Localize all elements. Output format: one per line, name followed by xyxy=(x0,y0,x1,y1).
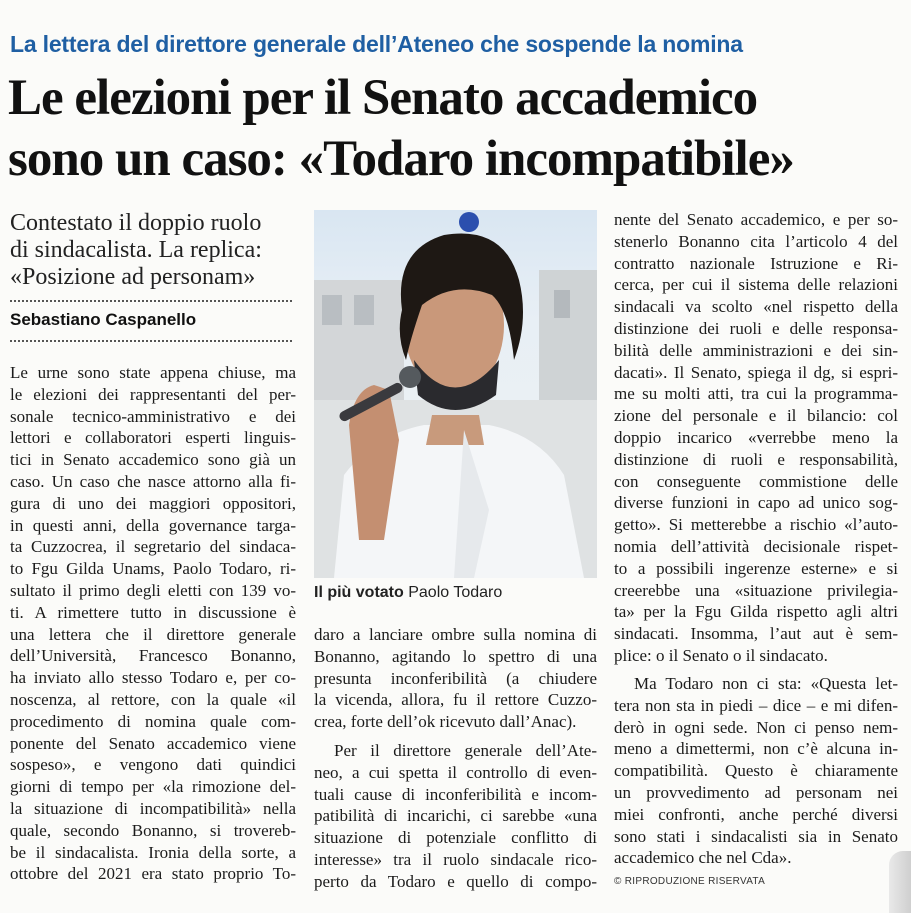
text-line: derò in ogni sede. Non ci penso nem- xyxy=(614,717,898,737)
text-line: sonale tecnico-amministrativo e dei xyxy=(10,406,296,426)
text-line: gura di uno dei maggiori oppositori, xyxy=(10,493,296,513)
text-line: sindacali va scolto «nel rispetto della xyxy=(614,297,898,317)
deck-line: Contestato il doppio ruolo xyxy=(10,210,262,236)
article-column-1 xyxy=(10,362,296,885)
text-line: ottobre del 2021 era stato proprio To- xyxy=(10,864,296,884)
text-line: Ma Todaro non ci sta: «Questa let- xyxy=(634,674,898,693)
text-line: tera non sta in piedi – dice – e mi difen- xyxy=(614,695,898,715)
text-line: stenerlo Bonanno cita l’articolo 4 del xyxy=(614,231,898,251)
deck xyxy=(10,210,300,291)
byline: Sebastiano Caspanello xyxy=(10,310,197,329)
text-line: caso. Un caso che nasce attorno alla fi- xyxy=(10,471,296,491)
text-line: Bonanno, agitando lo spettro di una xyxy=(314,646,597,666)
article-column-2-top xyxy=(314,624,597,733)
text-line: compatibilità. Questo è chiaramente xyxy=(614,761,898,781)
text-line: giorni di tempo per «la rimozione del- xyxy=(10,777,296,797)
text-line: distinzione di ruoli e responsabilità, xyxy=(614,449,898,469)
text-line: la situazione di incompatibilità» nella xyxy=(10,798,296,818)
text-line: creerebbe una «situazione privilegia- xyxy=(614,580,898,600)
text-line: situazione di potenziale conflitto di xyxy=(314,828,597,848)
text-line: Le urne sono state appena chiuse, ma xyxy=(10,363,296,382)
text-line: sono stati i sindacalisti sia in Senato xyxy=(614,826,898,846)
text-line: nente del Senato accademico, e per so- xyxy=(614,210,898,229)
text-line: procedimento di nomina quale com- xyxy=(10,711,296,731)
text-line: perto da Todaro e quello di compo- xyxy=(314,871,597,891)
text-line: ta» per la Fgu Gilda rispetto agli altri xyxy=(614,602,898,622)
headline xyxy=(8,68,903,190)
text-line: plice: o il Senato o il sindacato. xyxy=(614,645,828,665)
text-line: quale, secondo Bonanno, si trovereb- xyxy=(10,820,296,840)
text-line: ta Cuzzocrea, il segretario del sindaca- xyxy=(10,537,296,557)
article-column-2-bottom xyxy=(314,740,597,893)
text-line: tuali cause di inconferibilità e incom- xyxy=(314,784,597,804)
text-line: to Fgu Gilda Unams, Paolo Todaro, ri- xyxy=(10,559,296,579)
text-line: me su molti atti, tra cui la programma- xyxy=(614,384,898,404)
text-line: cerca, per cui il sistema delle relazioni xyxy=(614,275,898,295)
page-fold xyxy=(889,851,911,913)
text-line: ha inviato allo stesso Todaro e, per co- xyxy=(10,668,296,688)
portrait-illustration xyxy=(314,210,597,578)
text-line: dell’Università, Francesco Bonanno, xyxy=(10,646,296,666)
text-line: distinzione dei ruoli e delle responsa- xyxy=(614,318,898,338)
text-line: neo, a cui spetta il controllo di even- xyxy=(314,762,597,782)
photo-paolo-todaro xyxy=(314,210,597,578)
text-line: diverse funzioni in capo ad unico sog- xyxy=(614,493,898,513)
article-column-3-bottom xyxy=(614,673,898,869)
text-line: le elezioni dei rappresentanti del per- xyxy=(10,384,296,404)
text-line: patibilità di incarichi, ci sarebbe «una xyxy=(314,806,597,826)
text-line: un provvedimento ad personam nei xyxy=(614,782,898,802)
caption-name: Paolo Todaro xyxy=(408,584,503,601)
text-line: zione del personale e il bilancio: col xyxy=(614,406,898,426)
text-line: con conseguente commistione delle xyxy=(614,471,898,491)
text-line: bilità delle amministrazioni e dei sin- xyxy=(614,340,898,360)
text-line: ponente del Senato accademico viene xyxy=(10,733,296,753)
kicker: La lettera del direttore generale dell’Ateneo che sospende la nomina xyxy=(10,31,743,57)
text-line: daro a lanciare ombre sulla nomina di xyxy=(314,625,597,644)
text-line: lettori e collaboratori esperti linguis- xyxy=(10,428,296,448)
photo-caption xyxy=(314,584,502,602)
text-line: interesse» tra il ruolo sindacale rico- xyxy=(314,849,597,869)
text-line: contratto nazionale Istruzione e Ri- xyxy=(614,253,898,273)
text-line: la vicenda, allora, fu il rettore Cuzzo- xyxy=(314,690,597,710)
text-line: tici in Senato accademico sono già un xyxy=(10,450,296,470)
text-line: doppio incarico «verrebbe meno la xyxy=(614,427,898,447)
text-line: noscenza, al rettore, con la quale «il xyxy=(10,689,296,709)
text-line: miei confronti, anche perché diversi xyxy=(614,804,898,824)
copyright-notice: © RIPRODUZIONE RISERVATA xyxy=(614,876,766,887)
article-column-3-top xyxy=(614,209,898,667)
text-line: una lettera che il direttore generale xyxy=(10,624,296,644)
text-line: dacati». Il Senato, spiega il dg, si espri- xyxy=(614,362,898,382)
deck-line: «Posizione ad personam» xyxy=(10,264,256,290)
text-line: presunta inconferibilità (a chiudere xyxy=(314,668,597,688)
text-line: in questi anni, della governance targa- xyxy=(10,515,296,535)
text-line: ti. A rimettere tutto in discussione è xyxy=(10,602,296,622)
text-line: sindacati. Insomma, l’aut aut è sem- xyxy=(614,624,898,644)
deck-line: di sindacalista. La replica: xyxy=(10,237,262,263)
divider xyxy=(10,340,292,342)
text-line: getto». Si metterebbe a rischio «l’auto- xyxy=(614,515,898,535)
text-line: Per il direttore generale dell’Ate- xyxy=(334,741,597,760)
text-line: sospeso», e vengono dati quindici xyxy=(10,755,296,775)
text-line: crea, forte dell’ok ricevuto dall’Anac). xyxy=(314,712,577,732)
text-line: nomia dell’attività decisionale rispet- xyxy=(614,536,898,556)
headline-line: Le elezioni per il Senato accademico xyxy=(8,70,758,126)
text-line: sultato il primo degli eletti con 139 vo- xyxy=(10,580,296,600)
caption-label: Il più votato xyxy=(314,584,404,601)
headline-line: sono un caso: «Todaro incompatibile» xyxy=(8,131,794,187)
divider xyxy=(10,300,292,302)
text-line: meno a dimettermi, non c’è alcuna in- xyxy=(614,739,898,759)
text-line: accademico che nel Cda». xyxy=(614,848,792,868)
text-line: to a possibili ingerenze esterne» e si xyxy=(614,558,898,578)
text-line: be il sindacalista. Ironia della sorte, a xyxy=(10,842,296,862)
